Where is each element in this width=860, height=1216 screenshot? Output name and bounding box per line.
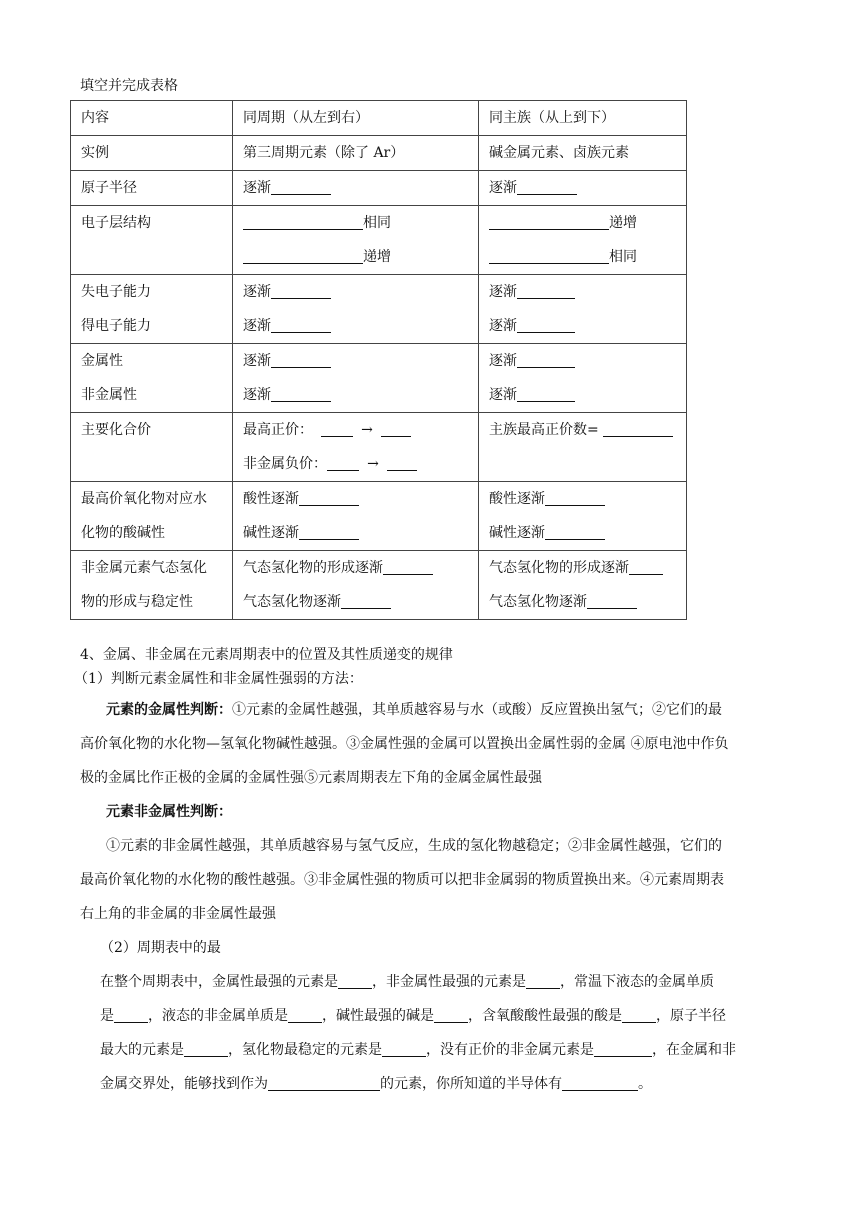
fill-text: ，碱性最强的碱是: [322, 1008, 434, 1024]
row-label: [71, 551, 233, 620]
cell-text: 逐渐: [243, 387, 271, 403]
blank-line[interactable]: [594, 1042, 652, 1057]
cell: [479, 551, 687, 620]
metal-line-3: 极的金属比作正极的金属的金属性强⑤元素周期表左下角的金属金属性最强: [80, 770, 542, 786]
blank-line[interactable]: [545, 525, 605, 540]
cell-text: 酸性逐渐: [243, 491, 299, 507]
cell: [233, 275, 479, 344]
cell-text: 逐渐: [489, 180, 517, 196]
cell-text: 逐渐: [489, 284, 517, 300]
fill-text: 最大的元素是: [100, 1042, 184, 1058]
cell: [479, 344, 687, 413]
table-row: [71, 136, 687, 171]
cell: [233, 206, 479, 275]
page-title: 填空并完成表格: [80, 78, 178, 94]
blank-line[interactable]: [489, 215, 609, 230]
metal-title: 元素的金属性判断：: [106, 702, 232, 718]
blank-line[interactable]: [299, 491, 359, 506]
subsection-heading: （1）判断元素金属性和非金属性强弱的方法：: [74, 671, 363, 687]
cell-text: 最高正价：: [243, 422, 313, 438]
cell-text: 碱性逐渐: [489, 525, 545, 541]
fill-text: 是: [100, 1008, 114, 1024]
blank-line[interactable]: [587, 594, 637, 609]
blank-line[interactable]: [271, 180, 331, 195]
blank-line[interactable]: [321, 422, 353, 437]
nonmetal-line-2: 最高价氧化物的水化物的酸性越强。③非金属性强的物质可以把非金属弱的物质置换出来。④元素周期表: [80, 872, 724, 888]
fill-line-2: [100, 999, 726, 1033]
cell: [479, 171, 687, 206]
fill-text: ，在金属和非: [652, 1042, 736, 1058]
cell-text: 气态氢化物的形成逐渐: [243, 560, 383, 576]
blank-line[interactable]: [271, 284, 331, 299]
row-label: 主要化合价: [71, 413, 233, 482]
blank-line[interactable]: [629, 560, 663, 575]
properties-table: [70, 100, 687, 620]
blank-line[interactable]: [243, 215, 363, 230]
cell-text: 逐渐: [489, 353, 517, 369]
fill-text: 金属交界处，能够找到作为: [100, 1076, 268, 1092]
metal-line-2: 高价氧化物的水化物—氢氧化物碱性越强。③金属性强的金属可以置换出金属性弱的金属 ④原电池中作负: [80, 736, 729, 752]
label-line: 化物的酸碱性: [81, 525, 165, 541]
cell: [233, 482, 479, 551]
label-line: 得电子能力: [81, 318, 151, 334]
fill-text: ，含氧酸酸性最强的酸是: [468, 1008, 622, 1024]
row-label: [71, 344, 233, 413]
table-row: [71, 482, 687, 551]
table-row: [71, 413, 687, 482]
blank-line[interactable]: [517, 318, 575, 333]
table-row: [71, 206, 687, 275]
blank-line[interactable]: [114, 1008, 148, 1023]
table-row: [71, 551, 687, 620]
subsection-heading: （2）周期表中的最: [100, 940, 221, 956]
blank-line[interactable]: [271, 387, 331, 402]
fill-text: 的元素，你所知道的半导体有: [380, 1076, 562, 1092]
cell: [479, 413, 687, 482]
label-line: 失电子能力: [81, 284, 151, 300]
cell: [479, 206, 687, 275]
cell-text: 酸性逐渐: [489, 491, 545, 507]
section-heading: 4、金属、非金属在元素周期表中的位置及其性质递变的规律: [80, 647, 453, 663]
fill-text: ，没有正价的非金属元素是: [426, 1042, 594, 1058]
table-row: [71, 171, 687, 206]
blank-line[interactable]: [268, 1076, 380, 1091]
blank-line[interactable]: [271, 353, 331, 368]
cell-text: 逐渐: [243, 180, 271, 196]
fill-text: ，原子半径: [656, 1008, 726, 1024]
metal-line-1: [106, 693, 722, 727]
cell: [479, 482, 687, 551]
cell-text: 递增: [609, 215, 637, 231]
cell-text: 逐渐: [243, 318, 271, 334]
header-cell: 同周期（从左到右）: [233, 101, 479, 136]
table-row: [71, 101, 687, 136]
blank-line[interactable]: [299, 525, 359, 540]
label-line: 非金属元素气态氢化: [81, 560, 207, 576]
blank-line[interactable]: [434, 1008, 468, 1023]
fill-line-3: [100, 1033, 736, 1067]
fill-line-1: [100, 965, 714, 999]
cell: [233, 413, 479, 482]
cell-text: 递增: [363, 249, 391, 265]
blank-line[interactable]: [517, 387, 575, 402]
fill-text: 在整个周期表中，金属性最强的元素是: [100, 974, 338, 990]
metal-text: ①元素的金属性越强，其单质越容易与水（或酸）反应置换出氢气；②它们的最: [232, 702, 722, 718]
blank-line[interactable]: [562, 1076, 638, 1091]
blank-line[interactable]: [517, 180, 577, 195]
table-row: [71, 275, 687, 344]
blank-line[interactable]: [338, 974, 372, 989]
blank-line[interactable]: [603, 422, 673, 437]
table-row: [71, 344, 687, 413]
fill-text: ，非金属性最强的元素是: [372, 974, 526, 990]
header-cell: 内容: [71, 101, 233, 136]
fill-text: ，常温下液态的金属单质: [560, 974, 714, 990]
arrow-icon: →: [367, 456, 379, 472]
cell-text: 气态氢化物逐渐: [243, 594, 341, 610]
nonmetal-title: 元素非金属性判断：: [106, 804, 232, 820]
blank-line[interactable]: [381, 422, 411, 437]
blank-line[interactable]: [517, 284, 575, 299]
blank-line[interactable]: [489, 249, 609, 264]
blank-line[interactable]: [184, 1042, 228, 1057]
row-label: [71, 275, 233, 344]
label-line: 非金属性: [81, 387, 137, 403]
blank-line[interactable]: [545, 491, 605, 506]
cell-text: 逐渐: [243, 284, 271, 300]
nonmetal-line-1: ①元素的非金属性越强，其单质越容易与氢气反应，生成的氢化物越稳定；②非金属性越强，它们的: [106, 838, 722, 854]
fill-line-4: [100, 1067, 652, 1101]
blank-line[interactable]: [382, 1042, 426, 1057]
cell-text: 非金属负价：: [243, 456, 327, 472]
blank-line[interactable]: [383, 560, 433, 575]
cell: [233, 344, 479, 413]
cell-text: 碱性逐渐: [243, 525, 299, 541]
cell-text: 气态氢化物的形成逐渐: [489, 560, 629, 576]
cell-text: 逐渐: [489, 318, 517, 334]
arrow-icon: →: [361, 422, 373, 438]
label-line: 物的形成与稳定性: [81, 594, 193, 610]
blank-line[interactable]: [271, 318, 331, 333]
blank-line[interactable]: [288, 1008, 322, 1023]
blank-line[interactable]: [387, 456, 417, 471]
row-label: 实例: [71, 136, 233, 171]
blank-line[interactable]: [622, 1008, 656, 1023]
blank-line[interactable]: [243, 249, 363, 264]
blank-line[interactable]: [526, 974, 560, 989]
cell-text: 气态氢化物逐渐: [489, 594, 587, 610]
cell-text: 相同: [363, 215, 391, 231]
row-label: 电子层结构: [71, 206, 233, 275]
blank-line[interactable]: [517, 353, 575, 368]
cell: [233, 551, 479, 620]
cell: 碱金属元素、卤族元素: [479, 136, 687, 171]
fill-text: ，氢化物最稳定的元素是: [228, 1042, 382, 1058]
cell-text: 主族最高正价数=: [489, 422, 599, 438]
row-label: 原子半径: [71, 171, 233, 206]
cell-text: 逐渐: [489, 387, 517, 403]
blank-line[interactable]: [341, 594, 391, 609]
cell-text: 相同: [609, 249, 637, 265]
label-line: 金属性: [81, 353, 123, 369]
fill-text: 。: [638, 1076, 652, 1092]
nonmetal-line-3: 右上角的非金属的非金属性最强: [80, 906, 276, 922]
fill-text: ，液态的非金属单质是: [148, 1008, 288, 1024]
header-cell: 同主族（从上到下）: [479, 101, 687, 136]
row-label: [71, 482, 233, 551]
cell: 第三周期元素（除了 Ar）: [233, 136, 479, 171]
cell: [479, 275, 687, 344]
blank-line[interactable]: [327, 456, 359, 471]
cell-text: 逐渐: [243, 353, 271, 369]
label-line: 最高价氧化物对应水: [81, 491, 207, 507]
cell: [233, 171, 479, 206]
